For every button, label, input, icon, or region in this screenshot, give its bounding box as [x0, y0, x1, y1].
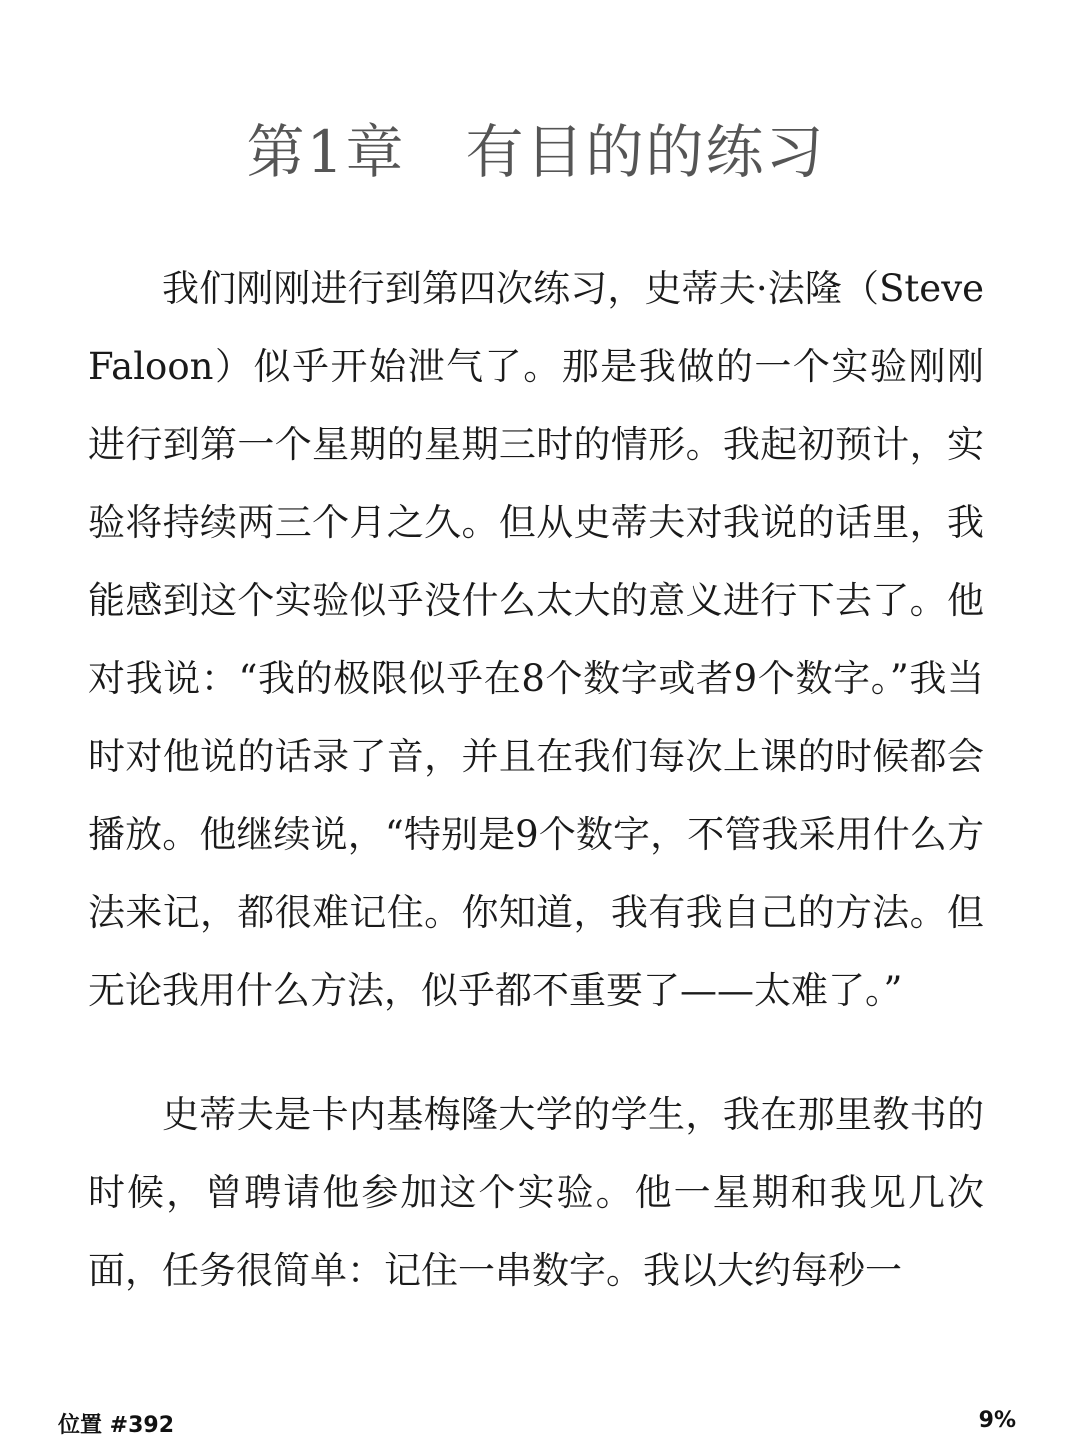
body-text — [88, 250, 984, 1310]
paragraph: 我们刚刚进行到第四次练习，史蒂夫·法隆（Steve Faloon）似乎开始泄气了。那是我做的一个实验刚刚进行到第一个星期的星期三时的情形。我起初预计，实验将持续两三个月之久。但从史蒂夫对我说的话里，我能感到这个实验似乎没什么太大的意义进行下去了。他对我说：“我的极限似乎在8个数字或者9个数字。”我当时对他说的话录了音，并且在我们每次上课的时候都会播放。他继续说，“特别是9个数字，不管我采用什么方法来记，都很难记住。你知道，我有我自己的方法。但无论我用什么方法，似乎都不重要了——太难了。” — [88, 267, 984, 1012]
progress-percent[interactable]: 9% — [978, 1408, 1016, 1433]
location-indicator[interactable]: 位置 #392 — [58, 1413, 175, 1438]
chapter-title: 第1章 有目的的练习 — [246, 118, 826, 186]
paragraph: 史蒂夫是卡内基梅隆大学的学生，我在那里教书的时候，曾聘请他参加这个实验。他一星期和我见几次面，任务很简单：记住一串数字。我以大约每秒一 — [88, 1093, 984, 1292]
reader-footer — [0, 1400, 1072, 1440]
